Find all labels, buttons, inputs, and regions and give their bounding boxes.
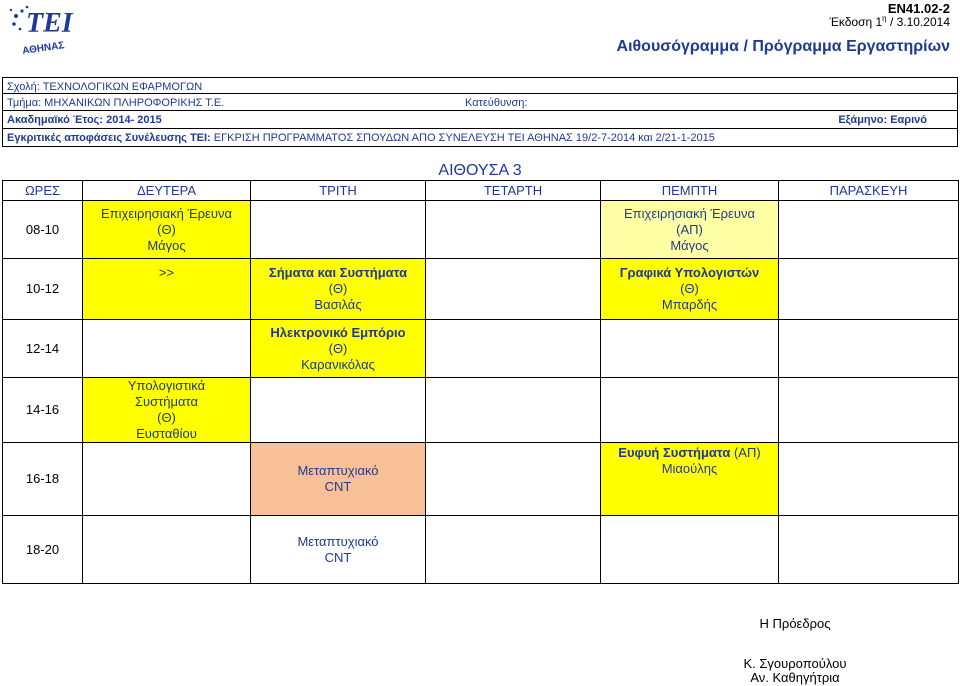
svg-text:ΤΕΙ: ΤΕΙ	[26, 8, 73, 39]
table-row	[3, 516, 959, 584]
empty-cell	[426, 201, 601, 259]
empty-cell	[426, 378, 601, 443]
school-row	[2, 77, 958, 94]
course-cell-thu-08: Επιχειρησιακή Έρευνα (ΑΠ) Μάγος	[601, 201, 779, 259]
empty-cell	[779, 201, 959, 259]
approvals-row	[2, 129, 958, 147]
empty-cell	[83, 443, 251, 516]
department-label: Τμήμα: ΜΗΧΑΝΙΚΩΝ ΠΛΗΡΟΦΟΡΙΚΗΣ Τ.Ε.	[7, 97, 225, 109]
table-row	[3, 443, 959, 516]
empty-cell	[779, 259, 959, 320]
empty-cell	[426, 259, 601, 320]
empty-cell	[83, 516, 251, 584]
approvals-label: Εγκριτικές αποφάσεις Συνέλευσης ΤΕΙ:	[7, 132, 211, 144]
semester-label: Εξάμηνο: Εαρινό	[838, 114, 927, 126]
hour-cell: 12-14	[3, 320, 83, 378]
empty-cell	[601, 516, 779, 584]
signature-position: Αν. Καθηγήτρια	[750, 670, 840, 685]
empty-cell	[83, 320, 251, 378]
col-header-hours: ΩΡΕΣ	[3, 181, 83, 201]
course-cell-mon-14: Υπολογιστικά Συστήματα (Θ) Ευσταθίου	[83, 378, 251, 443]
course-cell-mon-08: Επιχειρησιακή Έρευνα (Θ) Μάγος	[83, 201, 251, 259]
empty-cell	[779, 443, 959, 516]
department-row	[2, 94, 958, 111]
signature-name: Κ. Σγουροπούλου	[743, 656, 847, 671]
tei-athens-logo	[6, 2, 84, 58]
empty-cell	[601, 320, 779, 378]
header-row	[3, 181, 959, 201]
course-cell-thu-10: Γραφικά Υπολογιστών (Θ) Μπαρδής	[601, 259, 779, 320]
school-label: Σχολή: ΤΕΧΝΟΛΟΓΙΚΩΝ ΕΦΑΡΜΟΓΩΝ	[7, 81, 203, 93]
table-row	[3, 201, 959, 259]
table-row	[3, 378, 959, 443]
hour-cell: 18-20	[3, 516, 83, 584]
empty-cell	[251, 201, 426, 259]
hour-cell: 10-12	[3, 259, 83, 320]
empty-cell	[426, 320, 601, 378]
col-header-tuesday: ΤΡΙΤΗ	[251, 181, 426, 201]
empty-cell	[426, 443, 601, 516]
approvals-text: ΕΓΚΡΙΣΗ ΠΡΟΓΡΑΜΜΑΤΟΣ ΣΠΟΥΔΩΝ ΑΠΟ ΣΥΝΕΛΕΥΣΗ ΤΕΙ ΑΘΗΝΑΣ 19/2-7-2014 και 2/21-1-2015	[210, 132, 715, 144]
signature-role: Η Πρόεδρος	[759, 616, 831, 631]
empty-cell	[779, 378, 959, 443]
table-row	[3, 320, 959, 378]
col-header-wednesday: ΤΕΤΑΡΤΗ	[426, 181, 601, 201]
course-cell-tue-16: Μεταπτυχιακό CNT	[251, 443, 426, 516]
year-row	[2, 111, 958, 129]
hour-cell: 08-10	[3, 201, 83, 259]
year-label: Ακαδημαϊκό Έτος: 2014- 2015	[7, 114, 162, 126]
document-version: Έκδοση $1^\eta / 3.10.2014$	[829, 14, 950, 29]
course-cell-thu-16: Ευφυή Συστήματα (ΑΠ) Μιαούλης	[601, 443, 779, 516]
empty-cell	[251, 378, 426, 443]
svg-text:ΑΘΗΝΑΣ: ΑΘΗΝΑΣ	[21, 40, 66, 57]
empty-cell	[779, 320, 959, 378]
empty-cell	[779, 516, 959, 584]
hour-cell: 14-16	[3, 378, 83, 443]
course-cell-tue-10: Σήματα και Συστήματα (Θ) Βασιλάς	[251, 259, 426, 320]
col-header-monday: ΔΕΥΤΕΡΑ	[83, 181, 251, 201]
col-header-thursday: ΠΕΜΠΤΗ	[601, 181, 779, 201]
col-header-friday: ΠΑΡΑΣΚΕΥΗ	[779, 181, 959, 201]
course-cell-tue-12: Ηλεκτρονικό Εμπόριο (Θ) Καρανικόλας	[251, 320, 426, 378]
table-row	[3, 259, 959, 320]
document-code: EN41.02-2	[887, 1, 950, 16]
schedule-table	[2, 180, 959, 584]
direction-label: Κατεύθυνση:	[465, 97, 528, 109]
hour-cell: 16-18	[3, 443, 83, 516]
course-cell-mon-10: >>	[83, 259, 251, 320]
room-title: ΑΙΘΟΥΣΑ 3	[438, 162, 522, 179]
empty-cell	[426, 516, 601, 584]
empty-cell	[601, 378, 779, 443]
document-title: Αιθουσόγραμμα / Πρόγραμμα Εργαστηρίων	[616, 38, 950, 55]
course-cell-tue-18: Μεταπτυχιακό CNT	[251, 516, 426, 584]
